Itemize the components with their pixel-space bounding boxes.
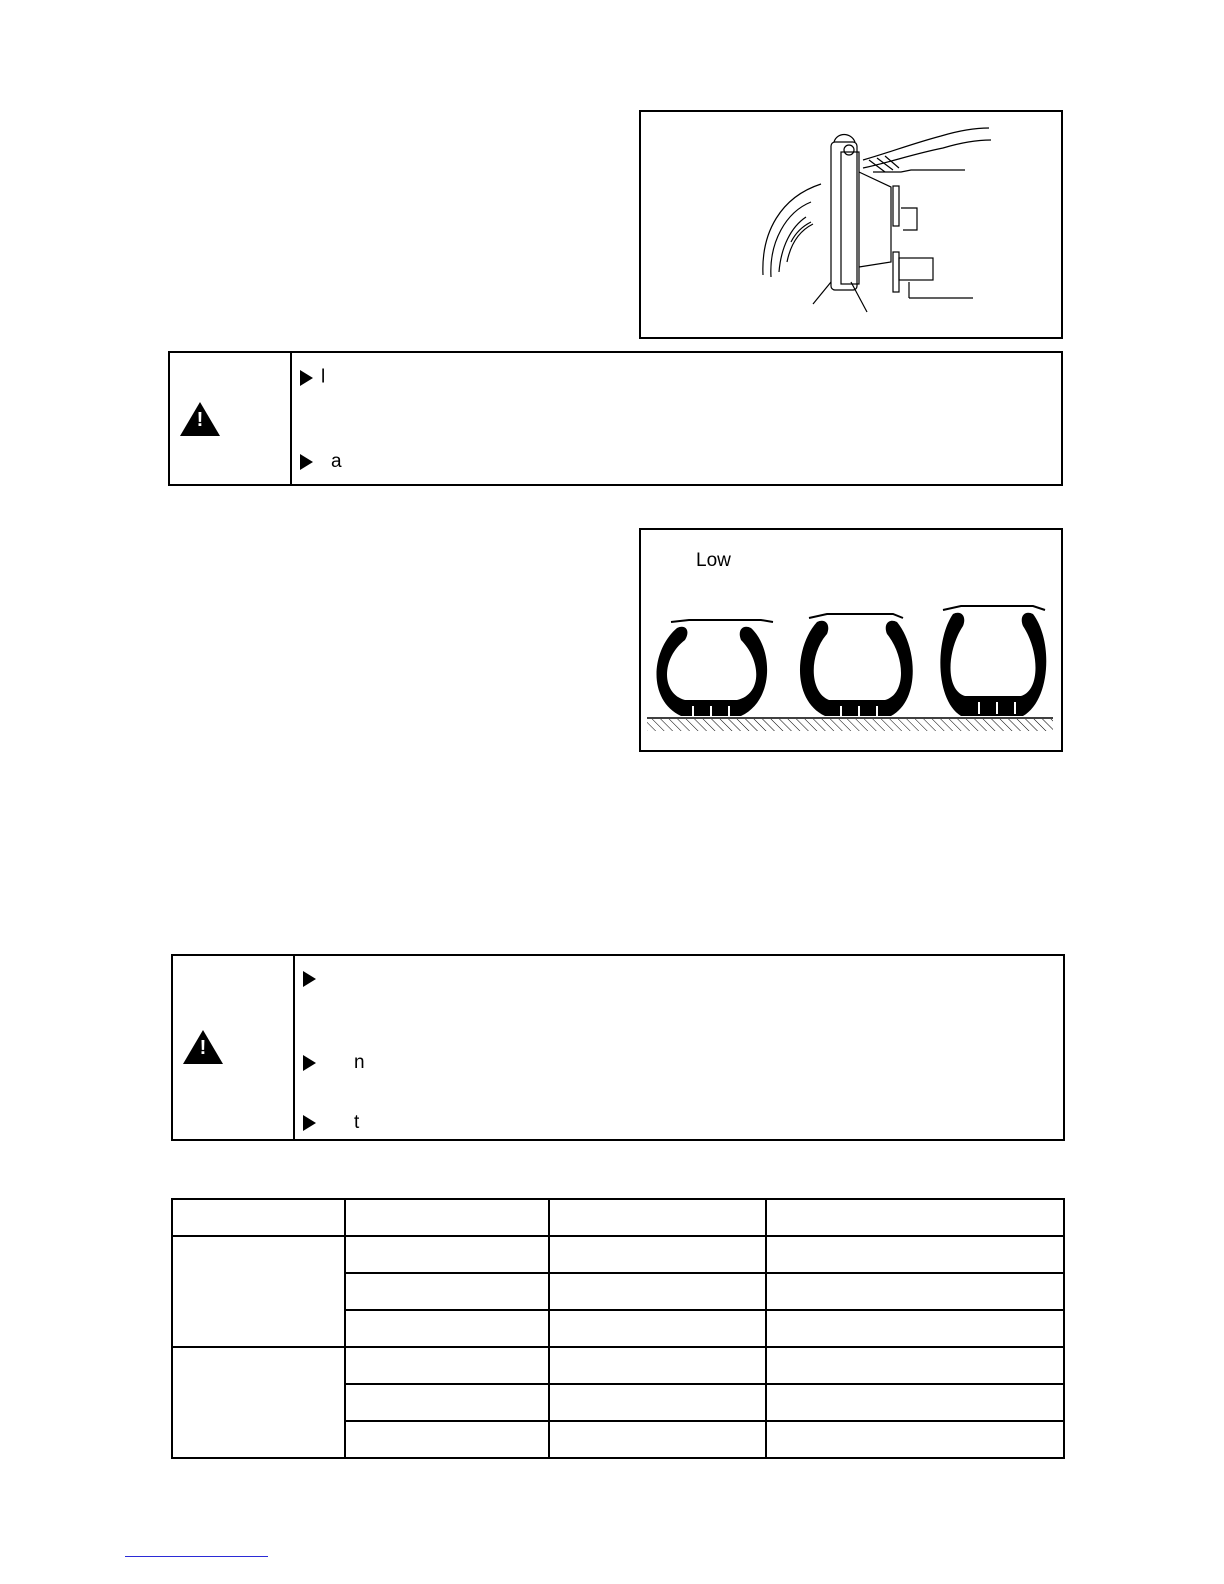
warning-box — [171, 954, 1065, 1141]
table-row — [172, 1347, 1064, 1384]
warning-icon-cell — [170, 353, 292, 484]
table-cell — [345, 1273, 550, 1310]
table-cell — [549, 1236, 766, 1273]
warning-box — [168, 351, 1063, 486]
warning-item — [303, 968, 324, 989]
table-cell — [172, 1199, 345, 1236]
table-cell — [766, 1236, 1064, 1273]
warning-item — [300, 367, 325, 388]
table-cell — [549, 1310, 766, 1347]
spec-table — [171, 1198, 1065, 1459]
table-cell — [766, 1273, 1064, 1310]
warning-triangle-icon: ! — [180, 402, 220, 436]
bullet-arrow-icon — [303, 1055, 316, 1071]
bullet-arrow-icon — [303, 1115, 316, 1131]
warning-item-text: t — [354, 1111, 360, 1133]
warning-item-text: n — [354, 1051, 365, 1073]
table-cell — [345, 1347, 550, 1384]
bullet-arrow-icon — [303, 971, 316, 987]
warning-item-text: a — [331, 450, 342, 472]
bullet-arrow-icon — [300, 454, 313, 470]
table-cell — [766, 1199, 1064, 1236]
table-cell — [172, 1236, 345, 1347]
footer-link-underline[interactable] — [125, 1556, 268, 1557]
wiper-blade-diagram-icon — [641, 112, 1061, 337]
table-header-row — [172, 1199, 1064, 1236]
table-cell — [172, 1347, 345, 1458]
table-cell — [549, 1384, 766, 1421]
figure-wiper-assembly — [639, 110, 1063, 339]
table-cell — [345, 1421, 550, 1458]
table-cell — [345, 1384, 550, 1421]
table-cell — [345, 1199, 550, 1236]
tire-pressure-diagram-icon — [641, 530, 1061, 750]
warning-icon-cell — [173, 956, 295, 1139]
table-cell — [766, 1310, 1064, 1347]
table-cell — [549, 1421, 766, 1458]
figure-label-low: Low — [696, 550, 731, 571]
table-row — [172, 1236, 1064, 1273]
table-cell — [766, 1384, 1064, 1421]
warning-item — [300, 451, 342, 472]
table-cell — [549, 1273, 766, 1310]
table-cell — [766, 1347, 1064, 1384]
figure-tire-pressure — [639, 528, 1063, 752]
warning-item-text: l — [321, 366, 326, 388]
bullet-arrow-icon — [300, 370, 313, 386]
warning-item — [303, 1052, 365, 1073]
table-cell — [345, 1310, 550, 1347]
table-cell — [549, 1199, 766, 1236]
table-cell — [549, 1347, 766, 1384]
table-cell — [766, 1421, 1064, 1458]
warning-item — [303, 1112, 359, 1133]
warning-triangle-icon: ! — [183, 1030, 223, 1064]
table-cell — [345, 1236, 550, 1273]
